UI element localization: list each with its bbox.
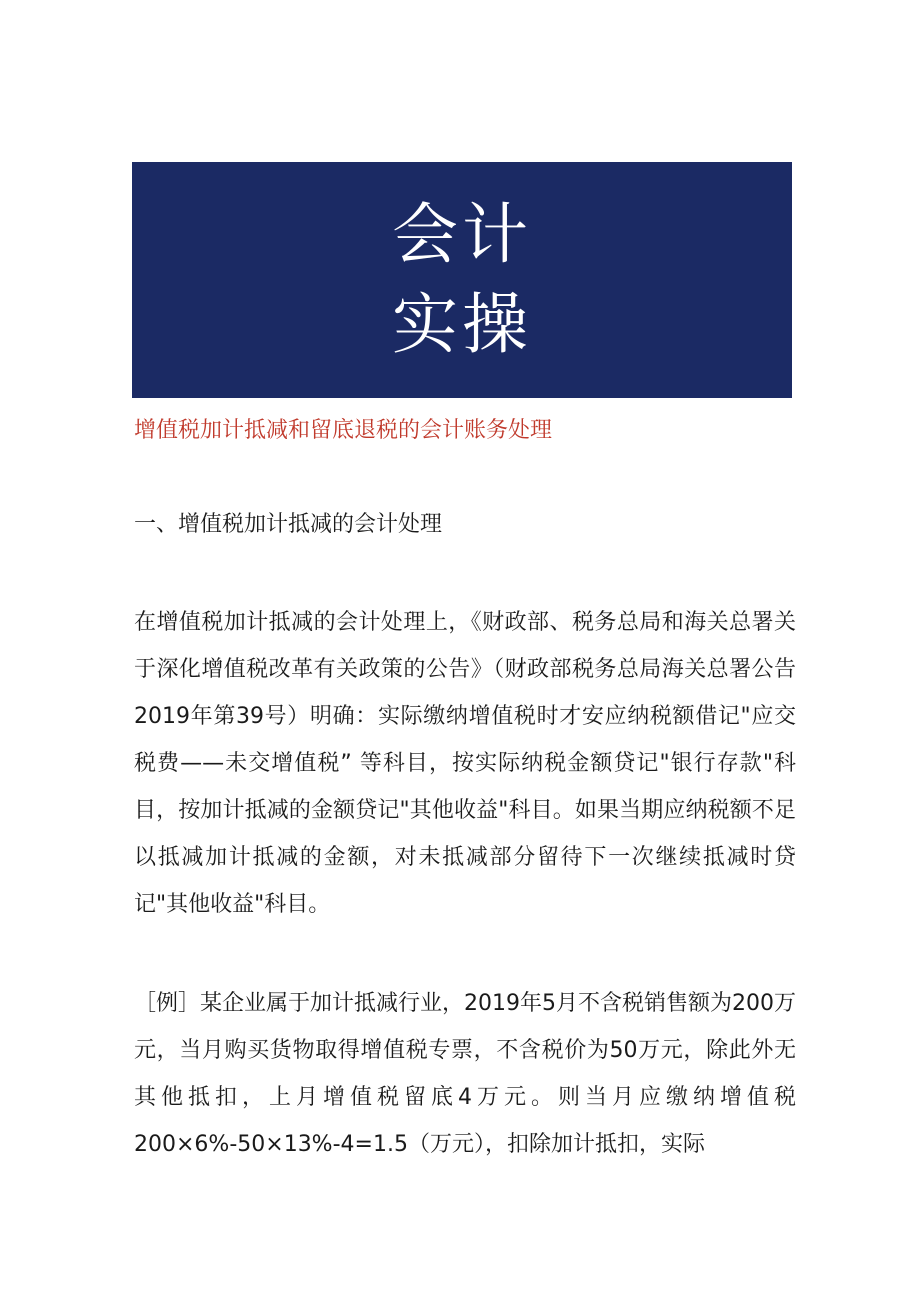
banner-title-line-1: 会计 [392,196,532,273]
section-heading: 一、增值税加计抵减的会计处理 [134,512,443,537]
body-paragraph: 在增值税加计抵减的会计处理上，《财政部、税务总局和海关总署关于深化增值税改革有关政策的公告》（财政部税务总局海关总署公告2019年第39号）明确：实际缴纳增值税时才安应纳税额借记"应交税费——未交增值税” 等科目，按实际纳税金额贷记"银行存款"科目，按加计抵减的金额贷记"其他收益"科目。如果当期应纳税额不足以抵减加计抵减的金额，对未抵减部分留待下一次继续抵减时贷记"其他收益"科目。 [134,610,796,917]
banner-title-line-2: 实操 [392,286,532,363]
article-title: 增值税加计抵减和留底退税的会计账务处理 [134,418,553,443]
example-paragraph: ［例］某企业属于加计抵减行业，2019年5月不含税销售额为200万元，当月购买货物取得增值税专票，不含税价为50万元，除此外无其他抵扣，上月增值税留底4万元。则当月应缴纳增值税200×6%-50×13%-4=1.5（万元），扣除加计抵扣，实际 [134,991,796,1157]
title-banner [132,162,792,398]
